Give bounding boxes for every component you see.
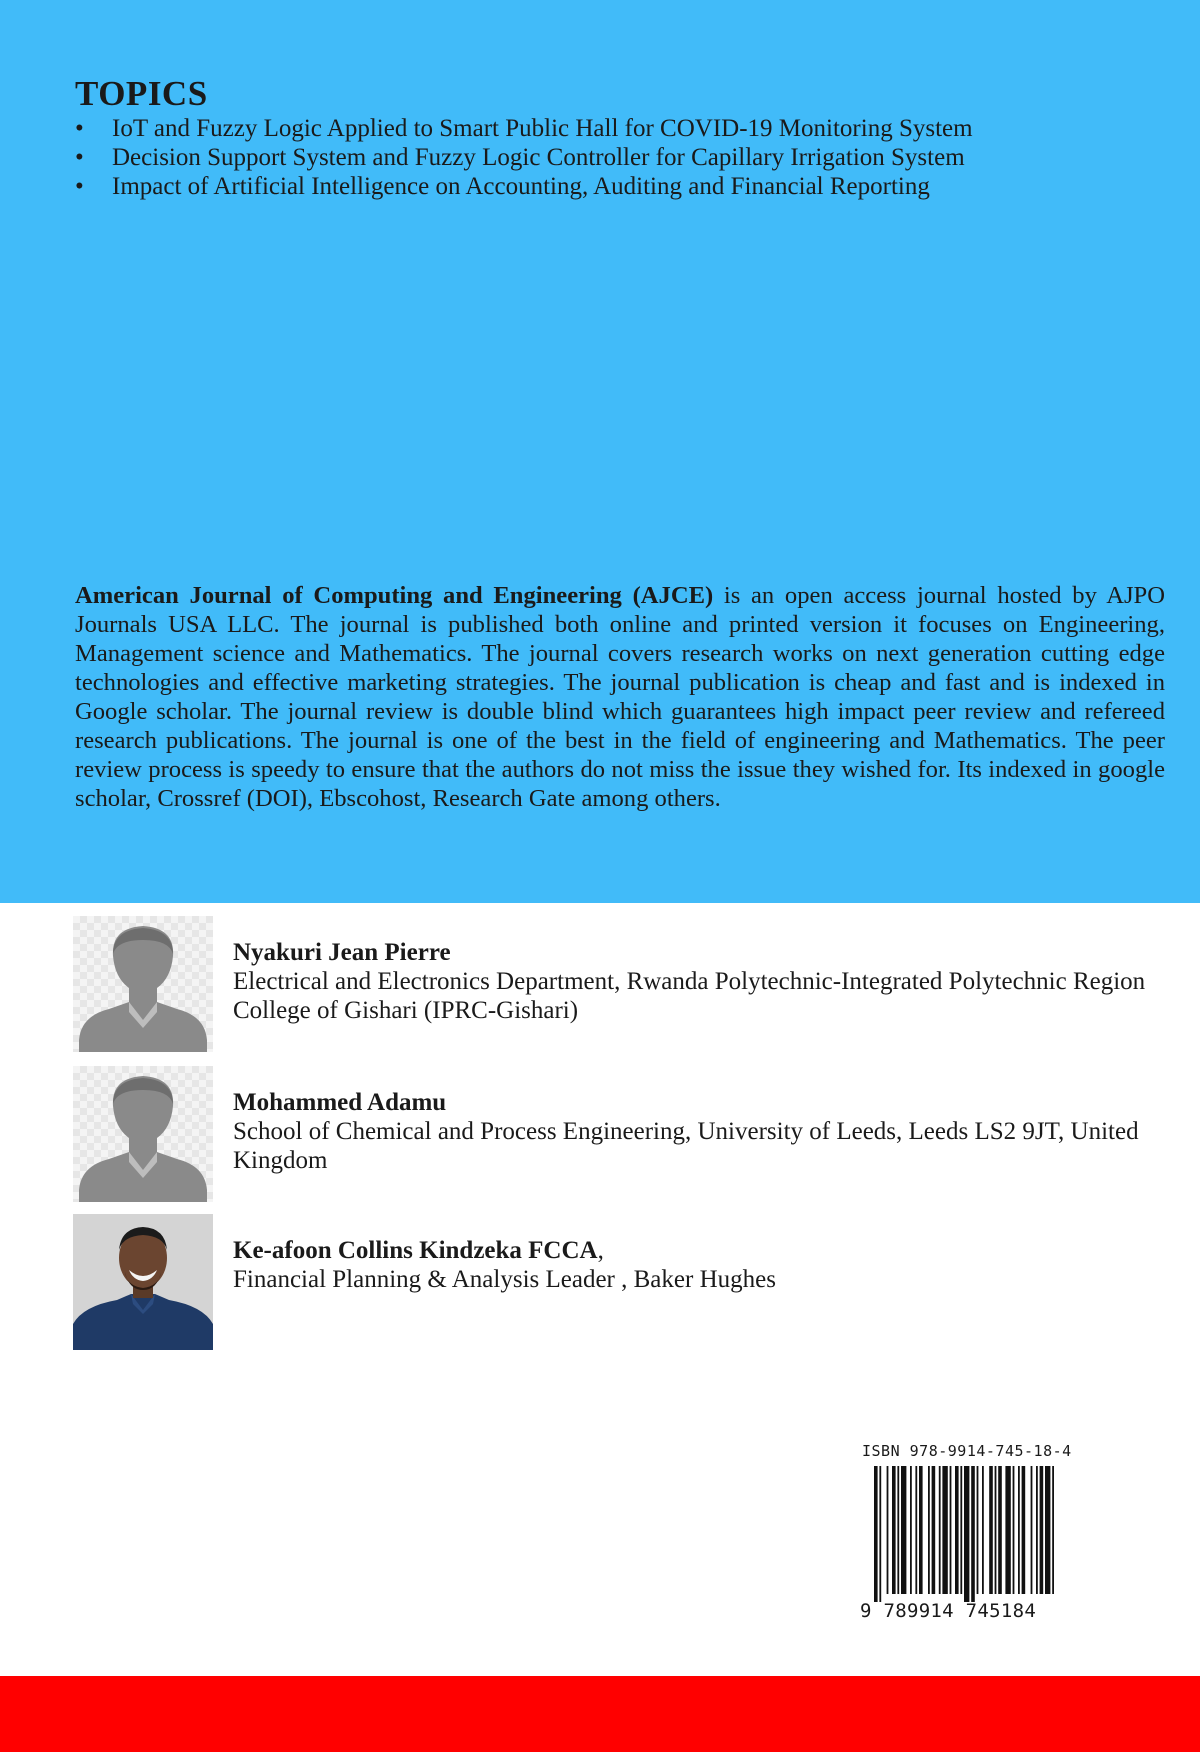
barcode-bar [1052,1466,1054,1594]
barcode-bar [977,1466,979,1594]
bullet-icon: • [75,115,84,142]
barcode-bar [919,1466,923,1594]
author-info [233,1088,1200,1175]
bullet-icon: • [75,144,84,171]
topic-item [75,114,1175,143]
barcode-bar [995,1466,997,1594]
barcode-bar [887,1466,889,1594]
barcode-bar [955,1466,959,1594]
isbn-barcode-block [860,1442,1072,1622]
topic-text: IoT and Fuzzy Logic Applied to Smart Public Hall for COVID-19 Monitoring System [112,115,973,142]
author-info [233,938,1200,1025]
author-entry [73,1214,1173,1352]
author-entry [73,1066,1173,1204]
topics-list [75,114,1175,201]
barcode-bar [1036,1466,1038,1594]
barcode-bar [989,1466,993,1594]
topic-text: Impact of Artificial Intelligence on Accounting, Auditing and Financial Reporting [112,173,930,200]
barcode-bar [960,1466,962,1594]
barcode-bar [1031,1466,1033,1594]
barcode-bar [1045,1466,1050,1594]
placeholder-avatar-icon [73,1066,213,1202]
barcode-bar [1040,1466,1044,1594]
author-affiliation: Financial Planning & Analysis Leader , Baker Hughes [233,1266,776,1293]
topic-item [75,172,1175,201]
author-name-line [233,1236,1200,1265]
topic-text: Decision Support System and Fuzzy Logic Controller for Capillary Irrigation System [112,144,965,171]
barcode-bar [942,1466,947,1594]
journal-description-text: is an open access journal hosted by AJPO Journals USA LLC. The journal is published both online and printed version it focuses on Engineering, Management science and Mathematics. The journal covers research works on next generation cutting edge technologies and effective marketing strategies. The journal publication is cheap and fast and is indexed in Google scholar. The journal review is double blind which guarantees high impact peer review and refereed research publications. The journal is one of the best in the field of engineering and Mathematics. The peer review process is speedy to ensure that the authors do not miss the issue they wished for. Its indexed in google scholar, Crossref (DOI), Ebscohost, Research Gate among others. [75,582,1165,812]
barcode-bar [971,1466,975,1602]
isbn-digits: 9 789914 745184 [860,1600,1037,1622]
author-name: Nyakuri Jean Pierre [233,939,451,966]
barcode-bar [897,1466,899,1594]
author-info [233,1236,1200,1294]
barcode-icon [860,1466,1060,1602]
barcode-bar [1005,1466,1010,1594]
barcode-bar [901,1466,906,1594]
barcode-bar [1022,1466,1026,1594]
author-name-suffix: , [597,1237,604,1264]
journal-description [75,581,1165,813]
author-name: Ke-afoon Collins Kindzeka FCCA [233,1237,598,1264]
topic-item [75,143,1175,172]
author-affiliation: School of Chemical and Process Engineering, University of Leeds, Leeds LS2 9JT, United Kingdom [233,1118,1139,1174]
barcode-bar [915,1466,917,1594]
barcode-bar [950,1466,952,1594]
barcode-bar [892,1466,896,1594]
isbn-label: ISBN 978-9914-745-18-4 [862,1442,1072,1460]
author-entry [73,916,1173,1054]
barcode-bar [910,1466,912,1594]
topics-heading: TOPICS [75,74,208,113]
barcode-bar [1018,1466,1020,1594]
author-affiliation: Electrical and Electronics Department, Rwanda Polytechnic-Integrated Polytechnic Region College of Gishari (IPRC-Gishari) [233,968,1146,1024]
barcode-bar [939,1466,941,1594]
bottom-red-band [0,1676,1200,1752]
journal-name: American Journal of Computing and Engineering (AJCE) [75,582,714,609]
author-photo [73,1214,213,1350]
barcode-bar [964,1466,969,1602]
author-name: Mohammed Adamu [233,1089,447,1116]
barcode-bar [874,1466,878,1602]
placeholder-avatar-icon [73,916,213,1052]
bullet-icon: • [75,173,84,200]
barcode-bar [928,1466,930,1594]
barcode-bar [1013,1466,1015,1594]
barcode-bar [879,1466,881,1602]
barcode-bar [932,1466,936,1594]
barcode-bar [998,1466,1002,1594]
barcode-bar [982,1466,984,1594]
